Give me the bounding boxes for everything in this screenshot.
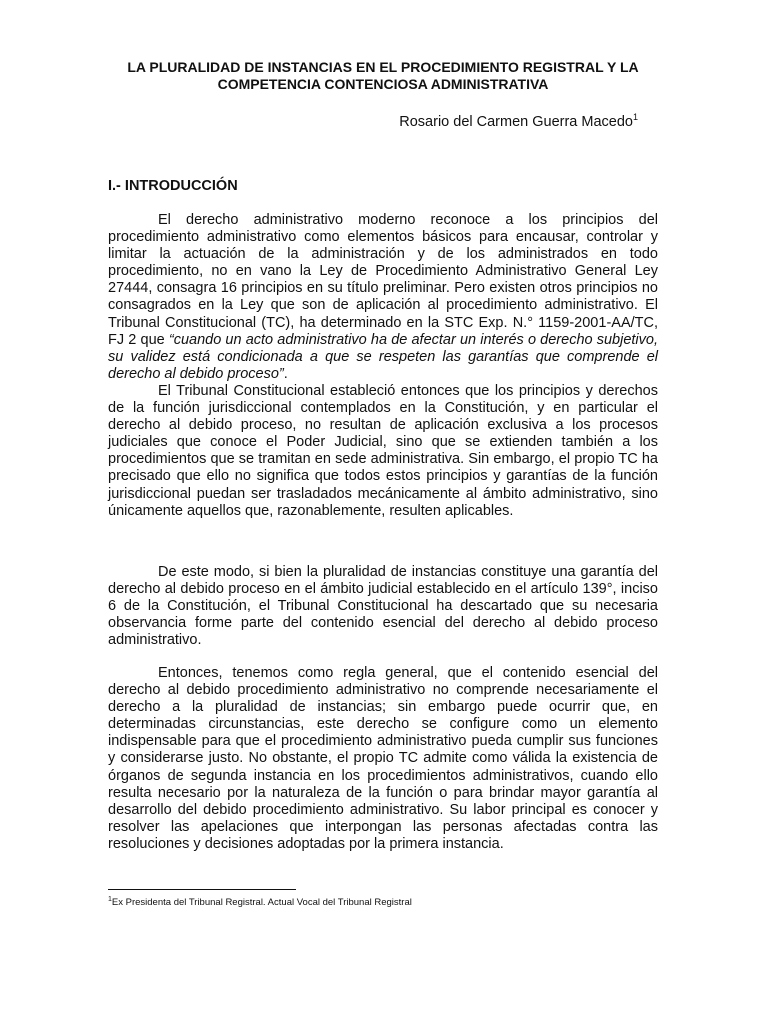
paragraph-3: De este modo, si bien la pluralidad de instancias constituye una garantía del derecho al debido proceso en el ámbito judicial establecido en el artículo 139°, inciso 6 de la Constitución, el Tribunal Constitucional ha descartado que su necesaria observancia forme parte del contenido esencial del derecho al debido proceso administrativo. xyxy=(108,564,658,649)
footnote-text: Ex Presidenta del Tribunal Registral. Actual Vocal del Tribunal Registral xyxy=(111,897,412,909)
footnote xyxy=(108,894,658,909)
author-line xyxy=(108,108,638,131)
paragraph-1-text: El derecho administrativo moderno reconoce a los principios del procedimiento administrativo como elementos básicos para encausar, controlar y limitar la actuación de la administración y de los administrados en todo procedimiento, no en vano la Ley de Procedimiento Administrativo General Ley 27444, consagra 16 principios en su título preliminar. Pero existen otros principios no consagrados en la Ley que son de aplicación al procedimiento administrativo. El Tribunal Constitucional (TC), ha determinado en la STC Exp. N.° 1159-2001-AA/TC, FJ 2 que xyxy=(108,212,658,348)
document-title: LA PLURALIDAD DE INSTANCIAS EN EL PROCEDIMIENTO REGISTRAL Y LA COMPETENCIA CONTENCIOSA ADMINISTRATIVA xyxy=(127,59,639,92)
footnote-reference[interactable]: 1 xyxy=(632,112,638,122)
footnote-marker: 1 xyxy=(108,896,112,903)
paragraph-1-quote: “cuando un acto administrativo ha de afectar un interés o derecho subjetivo, su validez está condicionada a que se respeten las garantías que comprende el derecho al debido proceso” xyxy=(108,331,658,382)
paragraph-1 xyxy=(108,212,658,383)
footnote-divider xyxy=(108,889,296,890)
paragraph-1-tail: . xyxy=(283,365,288,382)
author-name: Rosario del Carmen Guerra Macedo xyxy=(399,113,633,130)
paragraph-2: El Tribunal Constitucional estableció entonces que los principios y derechos de la función jurisdiccional contemplados en la Constitución, y en particular el derecho al debido proceso, no resultan de aplicación exclusiva a los procesos judiciales que conoce el Poder Judicial, sino que se extienden también a los procedimientos que se tramitan en sede administrativa. Sin embargo, el propio TC ha precisado que ello no significa que todos estos principios y garantías de la función jurisdiccional puedan ser trasladados mecánicamente al ámbito administrativo, sino únicamente aquellos que, razonablemente, resulten aplicables. xyxy=(108,383,658,519)
section-heading: I.- INTRODUCCIÓN xyxy=(108,178,238,194)
paragraph-4: Entonces, tenemos como regla general, que el contenido esencial del derecho al debido procedimiento administrativo no comprende necesariamente el derecho a la pluralidad de instancias; sin embargo puede ocurrir que, en determinadas circunstancias, este derecho se configure como un elemento indispensable para que el procedimiento administrativo pueda cumplir sus funciones y considerarse justo. No obstante, el propio TC admite como válida la existencia de órganos de segunda instancia en los procedimientos administrativos, cuando ello resulta necesario por la naturaleza de la función o para brindar mayor garantía al desarrollo del debido procedimiento administrativo. Su labor principal es conocer y resolver las apelaciones que interpongan las personas afectadas contra las resoluciones y decisiones adoptadas por la primera instancia. xyxy=(108,665,658,852)
